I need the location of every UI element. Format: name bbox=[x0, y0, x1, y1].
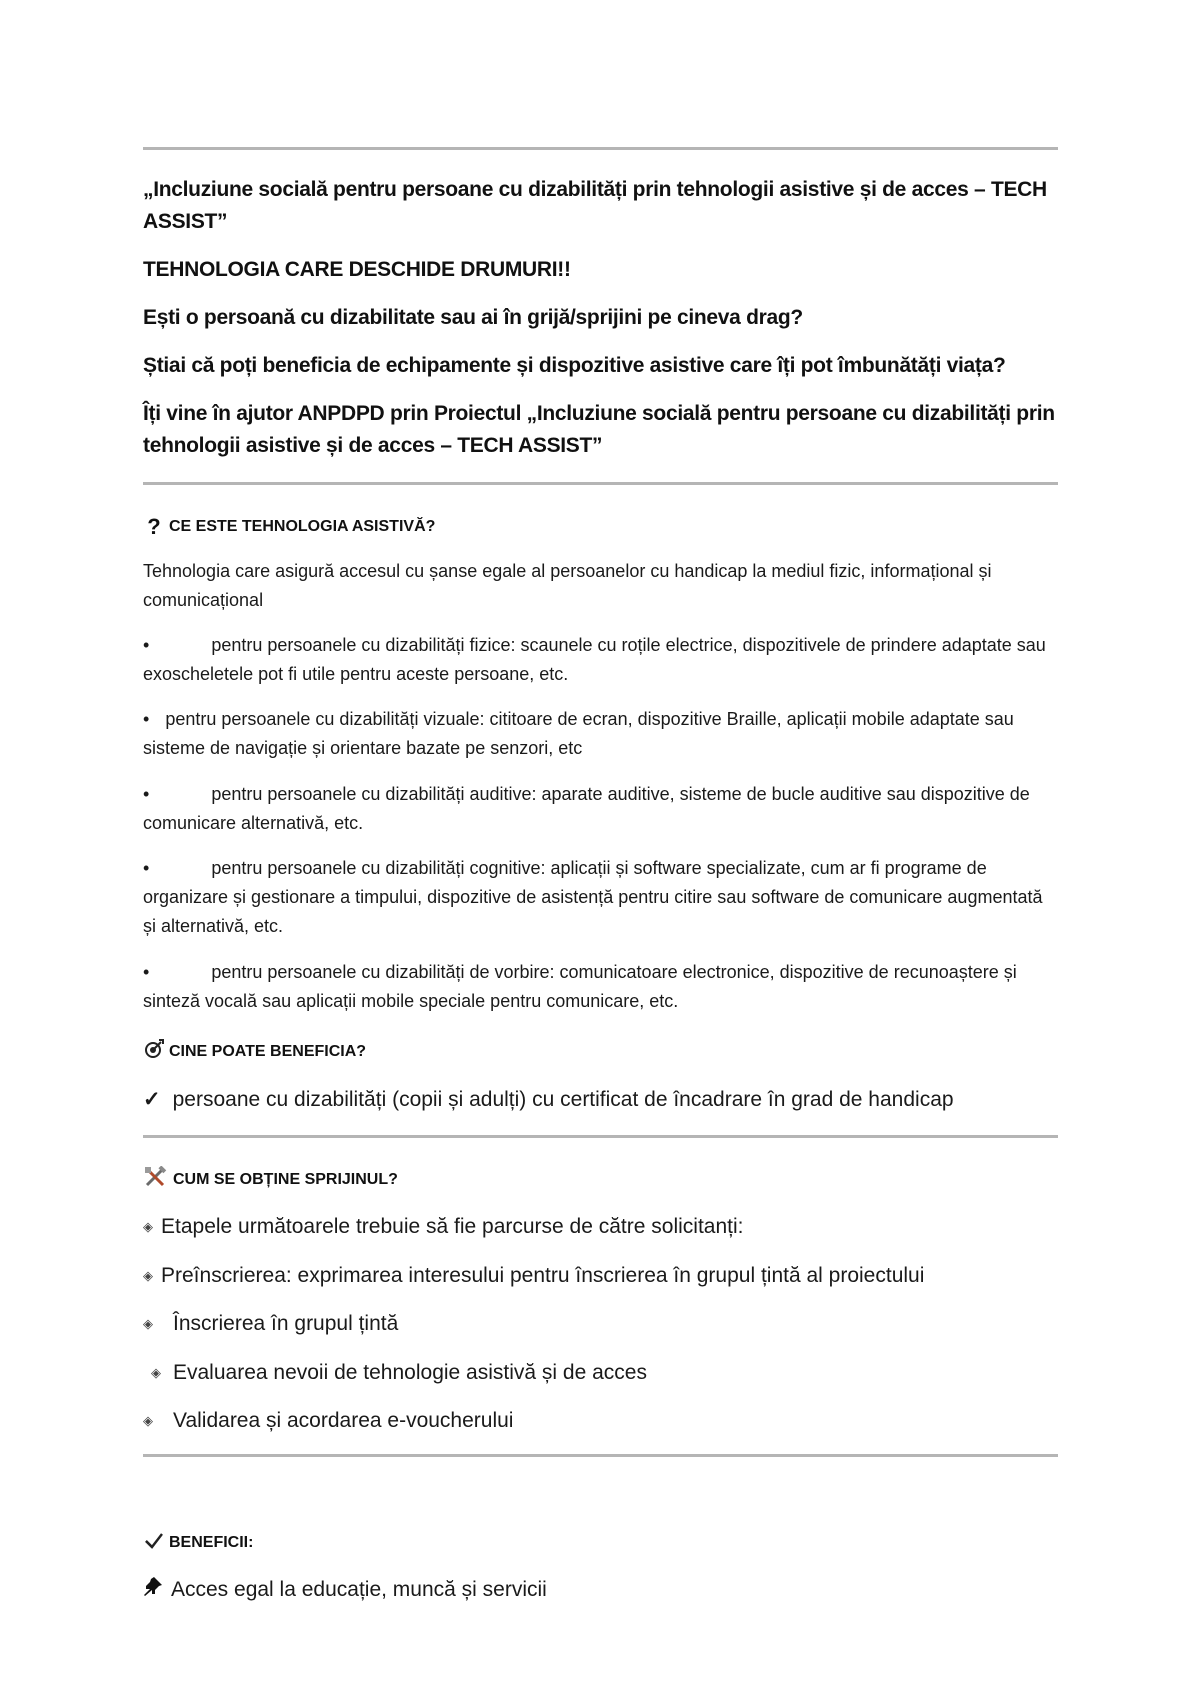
list-item bbox=[143, 631, 1058, 689]
diamond-bullet-icon: ◈ bbox=[151, 1365, 161, 1380]
diamond-bullet-icon: ◈ bbox=[143, 1413, 153, 1428]
diamond-bullet-icon: ◈ bbox=[143, 1316, 153, 1331]
bullet-dot-icon: • bbox=[143, 709, 150, 729]
step-text: Evaluarea nevoii de tehnologie asistivă și de acces bbox=[173, 1361, 647, 1384]
benefit-text: Acces egal la educație, muncă și servicii bbox=[171, 1578, 547, 1601]
step-text: Preînscrierea: exprimarea interesului pentru înscrierea în grupul țintă al proiectului bbox=[161, 1264, 925, 1287]
section-benefits-heading bbox=[143, 1530, 1058, 1556]
intro-divider bbox=[143, 482, 1058, 485]
step-text: Înscrierea în grupul țintă bbox=[173, 1312, 399, 1335]
step-item bbox=[143, 1309, 1058, 1339]
list-item-text: pentru persoanele cu dizabilități vizuale: cititoare de ecran, dispozitive Braille, aplicații mobile adaptate sau sisteme de navigație și orientare bazate pe senzori, etc bbox=[143, 709, 1014, 758]
intro-benefit-question: Știai că poți beneficia de echipamente și dispozitive asistive care îți pot îmbunătăți viața? bbox=[143, 354, 1006, 377]
check-icon: ✓ bbox=[143, 1088, 161, 1111]
step-item bbox=[143, 1358, 1058, 1388]
section-eligibility-heading bbox=[143, 1039, 1058, 1065]
question-mark-icon: ? bbox=[147, 514, 161, 539]
list-item-text: pentru persoanele cu dizabilități fizice: scaunele cu roțile electrice, dispozitivele de prindere adaptate sau exoscheletele pot fi utile pentru aceste persoane, etc. bbox=[143, 635, 1046, 684]
step-item bbox=[143, 1212, 1058, 1242]
bullet-dot-icon: • bbox=[143, 858, 150, 878]
eligibility-text: persoane cu dizabilități (copii și adulți) cu certificat de încadrare în grad de handicap bbox=[172, 1088, 954, 1111]
diamond-bullet-icon: ◈ bbox=[143, 1219, 153, 1234]
step-text: Validarea și acordarea e-voucherului bbox=[173, 1409, 514, 1432]
intro-project: Îți vine în ajutor ANPDPD prin Proiectul „Incluziune socială pentru persoane cu dizabilități prin tehnologii asistive și de acces – TECH ASSIST” bbox=[143, 402, 1055, 457]
list-item-text: pentru persoanele cu dizabilități de vorbire: comunicatoare electronice, dispozitive de recunoaștere și sinteză vocală sau aplicații mobile speciale pentru comunicare, etc. bbox=[143, 962, 1017, 1011]
list-item bbox=[143, 958, 1058, 1016]
list-item bbox=[143, 705, 1058, 763]
step-text: Etapele următoarele trebuie să fie parcurse de către solicitanți: bbox=[161, 1215, 744, 1238]
tools-icon bbox=[143, 1166, 169, 1194]
benefit-item bbox=[143, 1575, 1058, 1605]
section-title: BENEFICII: bbox=[169, 1534, 254, 1551]
section-assistive-tech-heading bbox=[143, 514, 1058, 540]
list-item-text: pentru persoanele cu dizabilități auditive: aparate auditive, sisteme de bucle auditive sau dispozitive de comunicare alternativă, etc. bbox=[143, 784, 1030, 833]
intro-question: Ești o persoană cu dizabilitate sau ai în grijă/sprijini pe cineva drag? bbox=[143, 306, 803, 329]
step-item bbox=[143, 1406, 1058, 1436]
section-title: CINE POATE BENEFICIA? bbox=[169, 1043, 367, 1060]
target-icon bbox=[143, 1039, 165, 1065]
list-item-text: pentru persoanele cu dizabilități cognitive: aplicații și software specializate, cum ar fi programe de organizare și gestionare a timpului, dispozitive de asistență pentru citire sau software de comunicare augmentată și alternativă, etc. bbox=[143, 858, 1043, 936]
step-item bbox=[143, 1261, 1058, 1291]
eligibility-item bbox=[143, 1085, 1058, 1115]
section-title: CE ESTE TEHNOLOGIA ASISTIVĂ? bbox=[169, 518, 436, 535]
section-title: CUM SE OBȚINE SPRIJINUL? bbox=[173, 1171, 398, 1188]
intro-slogan: TEHNOLOGIA CARE DESCHIDE DRUMURI!! bbox=[143, 258, 571, 281]
list-item bbox=[143, 854, 1058, 941]
bullet-dot-icon: • bbox=[143, 784, 150, 804]
list-item bbox=[143, 780, 1058, 838]
diamond-bullet-icon: ◈ bbox=[143, 1268, 153, 1283]
assistive-tech-description: Tehnologia care asigură accesul cu șanse egale al persoanelor cu handicap la mediul fizic, informațional și comunicațional bbox=[143, 561, 992, 610]
check-mark-icon bbox=[143, 1530, 165, 1556]
section-how-to-heading bbox=[143, 1166, 1058, 1194]
top-divider bbox=[143, 147, 1058, 150]
bullet-dot-icon: • bbox=[143, 962, 150, 982]
pushpin-icon bbox=[143, 1575, 165, 1605]
steps-divider bbox=[143, 1454, 1058, 1457]
bullet-dot-icon: • bbox=[143, 635, 150, 655]
intro-title: „Incluziune socială pentru persoane cu dizabilități prin tehnologii asistive și de acces – TECH ASSIST” bbox=[143, 178, 1047, 233]
eligibility-divider bbox=[143, 1135, 1058, 1138]
